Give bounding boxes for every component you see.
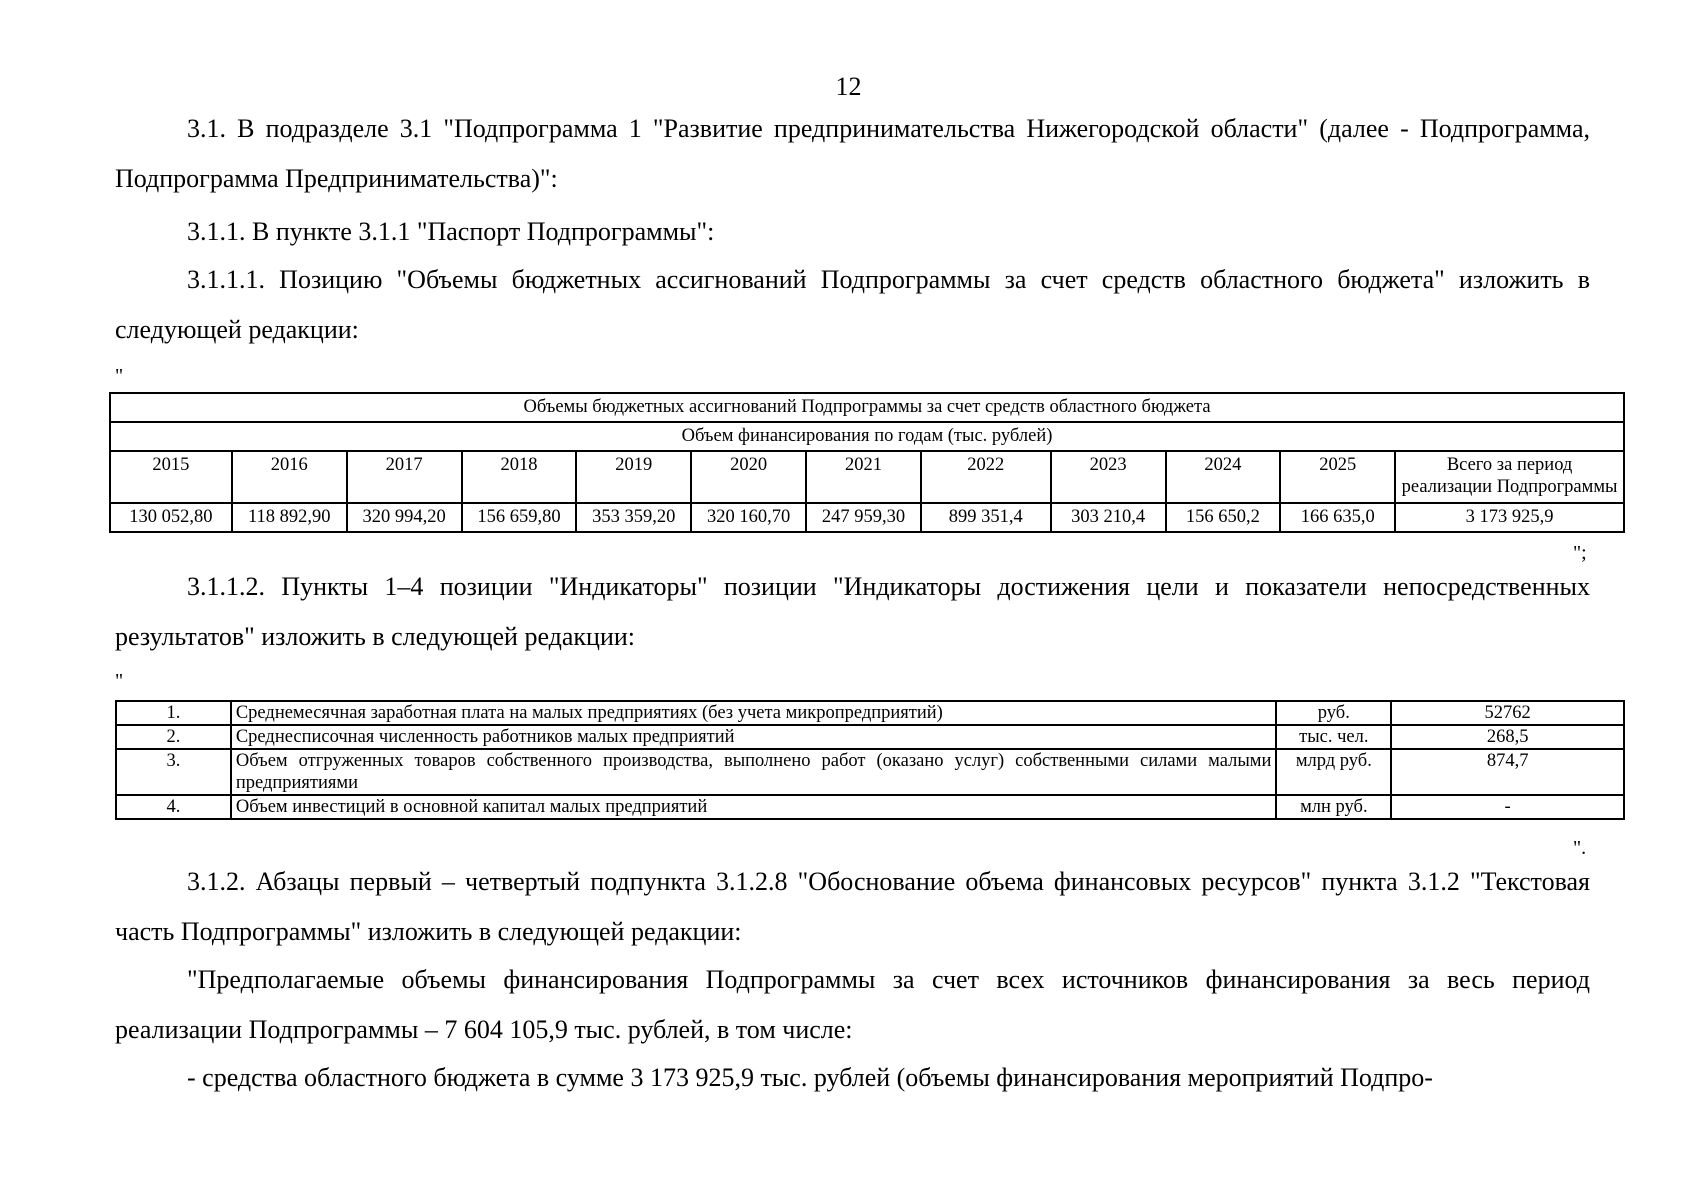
year-header: 2023 bbox=[1051, 451, 1166, 503]
indicator-name: Объем отгруженных товаров собственного производства, выполнено работ (оказано услуг) собственными силами малыми предприятиями bbox=[231, 749, 1277, 795]
indicator-number: 1. bbox=[116, 701, 231, 725]
opening-quote-1: " bbox=[115, 365, 124, 387]
indicators-table bbox=[115, 700, 1625, 820]
indicator-unit: руб. bbox=[1276, 701, 1391, 725]
closing-quote-2: ". bbox=[1573, 837, 1587, 859]
year-header: 2018 bbox=[462, 451, 577, 503]
page-number: 12 bbox=[835, 72, 862, 101]
indicator-unit: тыс. чел. bbox=[1276, 725, 1391, 749]
paragraph-3-1: 3.1. В подразделе 3.1 "Подпрограмма 1 "Развитие предпринимательства Нижегородской области" (далее - Подпрограмма, Подпрограмма Предпринимательства)": bbox=[115, 114, 1590, 193]
indicator-number: 4. bbox=[116, 795, 231, 819]
total-header: Всего за период реализации Подпрограммы bbox=[1395, 451, 1624, 503]
table-row bbox=[116, 701, 1624, 725]
budget-value: 166 635,0 bbox=[1280, 503, 1395, 532]
indicator-unit: млн руб. bbox=[1276, 795, 1391, 819]
year-header: 2025 bbox=[1280, 451, 1395, 503]
table-row bbox=[116, 725, 1624, 749]
indicator-value: - bbox=[1391, 795, 1624, 819]
budget-value: 118 892,90 bbox=[232, 503, 347, 532]
budget-value: 320 160,70 bbox=[691, 503, 806, 532]
budget-total-value: 3 173 925,9 bbox=[1395, 503, 1624, 532]
year-header: 2016 bbox=[232, 451, 347, 503]
table-row bbox=[116, 795, 1624, 819]
year-header: 2022 bbox=[921, 451, 1051, 503]
year-header: 2024 bbox=[1166, 451, 1281, 503]
indicator-name: Объем инвестиций в основной капитал малых предприятий bbox=[231, 795, 1277, 819]
budget-value: 156 650,2 bbox=[1166, 503, 1281, 532]
budget-value: 303 210,4 bbox=[1051, 503, 1166, 532]
opening-quote-2: " bbox=[115, 670, 124, 692]
paragraph-3-1-1-1: 3.1.1.1. Позицию "Объемы бюджетных ассигнований Подпрограммы за счет средств областного бюджета" изложить в следующей редакции: bbox=[115, 265, 1590, 344]
paragraph-3-1-1-2: 3.1.1.2. Пункты 1–4 позиции "Индикаторы" позиции "Индикаторы достижения цели и показатели непосредственных результатов" изложить в следующей редакции: bbox=[115, 572, 1590, 651]
budget-value: 320 994,20 bbox=[347, 503, 462, 532]
budget-value: 899 351,4 bbox=[921, 503, 1051, 532]
indicator-number: 3. bbox=[116, 749, 231, 795]
year-header: 2020 bbox=[691, 451, 806, 503]
indicator-number: 2. bbox=[116, 725, 231, 749]
budget-value: 130 052,80 bbox=[110, 503, 232, 532]
year-header: 2017 bbox=[347, 451, 462, 503]
indicator-value: 874,7 bbox=[1391, 749, 1624, 795]
budget-value: 156 659,80 bbox=[462, 503, 577, 532]
year-header: 2015 bbox=[110, 451, 232, 503]
budget-allocations-table bbox=[109, 392, 1625, 533]
table-row bbox=[116, 749, 1624, 795]
paragraph-3-1-2: 3.1.2. Абзацы первый – четвертый подпункта 3.1.2.8 "Обоснование объема финансовых ресурсов" пункта 3.1.2 "Текстовая часть Подпрограммы" изложить в следующей редакции: bbox=[115, 867, 1590, 946]
indicator-value: 268,5 bbox=[1391, 725, 1624, 749]
paragraph-regional-budget: - средства областного бюджета в сумме 3 173 925,9 тыс. рублей (объемы финансирования мероприятий Подпро- bbox=[187, 1063, 1433, 1092]
indicator-unit: млрд руб. bbox=[1276, 749, 1391, 795]
budget-value: 247 959,30 bbox=[806, 503, 921, 532]
year-header: 2019 bbox=[576, 451, 691, 503]
paragraph-3-1-1: 3.1.1. В пункте 3.1.1 "Паспорт Подпрограммы": bbox=[187, 217, 715, 246]
budget-table-title: Объемы бюджетных ассигнований Подпрограммы за счет средств областного бюджета bbox=[110, 393, 1624, 422]
budget-table-subtitle: Объем финансирования по годам (тыс. рублей) bbox=[110, 422, 1624, 451]
paragraph-financing-volumes: "Предполагаемые объемы финансирования Подпрограммы за счет всех источников финансирования за весь период реализации Подпрограммы – 7 604 105,9 тыс. рублей, в том числе: bbox=[115, 965, 1590, 1044]
closing-quote-1: "; bbox=[1573, 542, 1587, 564]
indicator-name: Среднемесячная заработная плата на малых предприятиях (без учета микропредприятий) bbox=[231, 701, 1277, 725]
indicator-value: 52762 bbox=[1391, 701, 1624, 725]
budget-value: 353 359,20 bbox=[576, 503, 691, 532]
year-header: 2021 bbox=[806, 451, 921, 503]
indicator-name: Среднесписочная численность работников малых предприятий bbox=[231, 725, 1277, 749]
